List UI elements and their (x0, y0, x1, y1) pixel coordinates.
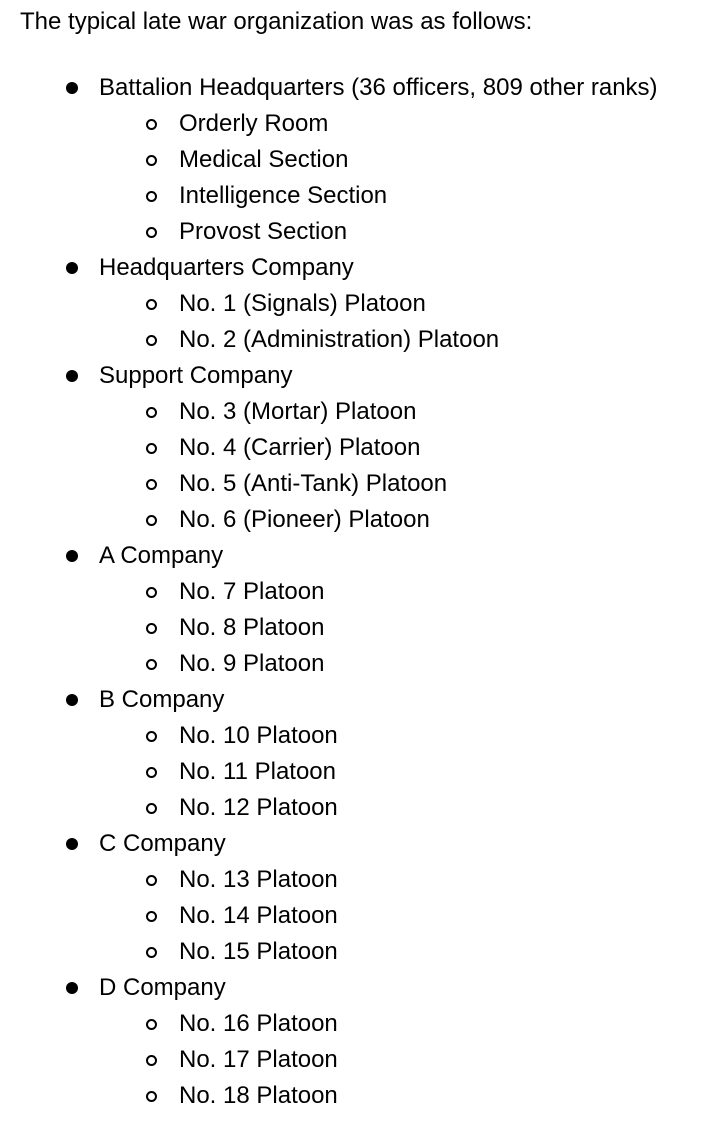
sublist (99, 286, 658, 358)
bullet-circle-icon (146, 1091, 157, 1102)
sublist-item-label: No. 7 Platoon (179, 578, 325, 605)
sublist-item-label: No. 12 Platoon (179, 794, 338, 821)
sublist (99, 1006, 658, 1114)
bullet-circle-icon (146, 443, 157, 454)
sublist-item-label: No. 14 Platoon (179, 902, 338, 929)
sublist-item (99, 322, 658, 358)
bullet-circle-icon (146, 731, 157, 742)
sublist-item-label: No. 17 Platoon (179, 1046, 338, 1073)
sublist-item-label: No. 18 Platoon (179, 1082, 338, 1109)
sublist-item-label: Orderly Room (179, 110, 329, 137)
sublist-item-label: No. 8 Platoon (179, 614, 325, 641)
sublist-item-label: No. 9 Platoon (179, 650, 325, 677)
sublist-item-label: No. 2 (Administration) Platoon (179, 326, 500, 353)
sublist-item (99, 142, 658, 178)
list-item-label: Battalion Headquarters (36 officers, 809 other ranks) (99, 74, 658, 101)
sublist-item (99, 934, 658, 970)
sublist (99, 718, 658, 826)
list-item-label: Support Company (99, 362, 293, 389)
sublist-item-label: No. 5 (Anti-Tank) Platoon (179, 470, 448, 497)
list-item-b-company (0, 682, 658, 826)
sublist-item (99, 286, 658, 322)
sublist-item (99, 430, 658, 466)
bullet-disc-icon (66, 262, 78, 274)
intro-text: The typical late war organization was as follows: (20, 8, 533, 35)
list-item-hq-company (0, 250, 658, 358)
sublist-item-label: No. 16 Platoon (179, 1010, 338, 1037)
sublist-item (99, 610, 658, 646)
list-item-a-company (0, 538, 658, 682)
sublist-item (99, 178, 658, 214)
sublist-item-label: Provost Section (179, 218, 348, 245)
bullet-circle-icon (146, 659, 157, 670)
bullet-circle-icon (146, 119, 157, 130)
bullet-circle-icon (146, 299, 157, 310)
sublist-item-label: No. 15 Platoon (179, 938, 338, 965)
sublist-item (99, 862, 658, 898)
list-item-label: D Company (99, 974, 226, 1001)
sublist-item (99, 466, 658, 502)
list-item-label: C Company (99, 830, 226, 857)
list-item-d-company (0, 970, 658, 1114)
bullet-circle-icon (146, 587, 157, 598)
sublist-item (99, 1006, 658, 1042)
bullet-circle-icon (146, 191, 157, 202)
bullet-circle-icon (146, 479, 157, 490)
bullet-circle-icon (146, 875, 157, 886)
sublist-item-label: Intelligence Section (179, 182, 388, 209)
sublist (99, 574, 658, 682)
sublist-item-label: No. 6 (Pioneer) Platoon (179, 506, 430, 533)
sublist-item (99, 214, 658, 250)
bullet-circle-icon (146, 947, 157, 958)
sublist-item-label: No. 13 Platoon (179, 866, 338, 893)
sublist-item (99, 502, 658, 538)
sublist-item (99, 106, 658, 142)
bullet-disc-icon (66, 838, 78, 850)
sublist-item (99, 1078, 658, 1114)
sublist-item (99, 1042, 658, 1078)
sublist-item (99, 574, 658, 610)
bullet-circle-icon (146, 1019, 157, 1030)
list-item-label: A Company (99, 542, 224, 569)
sublist (99, 106, 658, 250)
list-item-support-company (0, 358, 658, 538)
sublist-item (99, 718, 658, 754)
sublist-item (99, 790, 658, 826)
list-item-label: Headquarters Company (99, 254, 354, 281)
sublist-item-label: No. 10 Platoon (179, 722, 338, 749)
bullet-circle-icon (146, 407, 157, 418)
sublist-item-label: No. 11 Platoon (179, 758, 336, 785)
list-item-battalion-hq (0, 70, 658, 250)
bullet-circle-icon (146, 335, 157, 346)
organization-list (0, 70, 658, 1114)
sublist (99, 394, 658, 538)
bullet-circle-icon (146, 227, 157, 238)
bullet-disc-icon (66, 550, 78, 562)
sublist-item (99, 898, 658, 934)
bullet-disc-icon (66, 982, 78, 994)
bullet-circle-icon (146, 155, 157, 166)
sublist-item-label: No. 1 (Signals) Platoon (179, 290, 426, 317)
sublist-item (99, 754, 658, 790)
list-item-c-company (0, 826, 658, 970)
sublist (99, 862, 658, 970)
list-item-label: B Company (99, 686, 225, 713)
sublist-item-label: Medical Section (179, 146, 349, 173)
sublist-item (99, 646, 658, 682)
bullet-circle-icon (146, 803, 157, 814)
bullet-circle-icon (146, 1055, 157, 1066)
bullet-disc-icon (66, 370, 78, 382)
bullet-circle-icon (146, 623, 157, 634)
bullet-circle-icon (146, 911, 157, 922)
bullet-circle-icon (146, 767, 157, 778)
bullet-disc-icon (66, 694, 78, 706)
bullet-disc-icon (66, 82, 78, 94)
sublist-item-label: No. 3 (Mortar) Platoon (179, 398, 417, 425)
bullet-circle-icon (146, 515, 157, 526)
sublist-item (99, 394, 658, 430)
sublist-item-label: No. 4 (Carrier) Platoon (179, 434, 421, 461)
